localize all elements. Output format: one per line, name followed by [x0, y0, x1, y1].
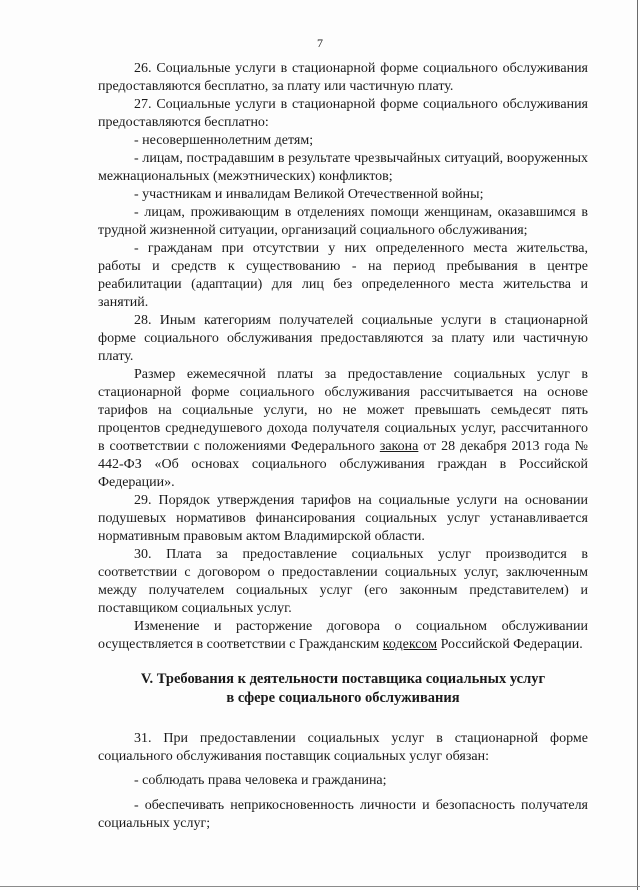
list-item: - обеспечивать неприкосновенность личности и безопасность получателя социальных услуг;: [98, 798, 588, 831]
paragraph-30: 30. Плата за предоставление социальных услуг производится в соответствии с договором о предоставлении социальных услуг, заключенным между получателем социальных услуг (его законным представителем) и поставщиком социальных услуг.: [98, 547, 588, 616]
paragraph-28: 28. Иным категориям получателей социальные услуги в стационарной форме социального обслуживания предоставляются за плату или частичную плату.: [98, 313, 588, 364]
federal-law-link[interactable]: закона: [379, 439, 419, 454]
paragraph-26: 26. Социальные услуги в стационарной форме социального обслуживания предоставляются бесплатно, за плату или частичную плату.: [98, 61, 588, 94]
section-heading-line-1: V. Требования к деятельности поставщика социальных услуг: [140, 671, 546, 687]
section-heading: [98, 670, 588, 708]
list-item: - соблюдать права человека и гражданина;: [134, 773, 387, 788]
paragraph-30-contract: [98, 618, 588, 654]
document-body: [98, 60, 588, 833]
list-item: - гражданам при отсутствии у них определенного места жительства, работы и средств к существованию - на период пребывания в центре реабилитации (адаптации) для лиц без определенного места жительства и занятий.: [98, 241, 588, 310]
page-edge-bottom: [0, 886, 640, 887]
page-number: 7: [317, 36, 323, 50]
paragraph-text: Размер ежемесячной платы за предоставление социальных услуг в стационарной форме социального обслуживания рассчитывается на основе тарифов на социальные услуги, но не может превышать семьдесят пять процентов среднедушевого дохода получателя социальных услуг, рассчитанного в соответствии с положениями Федерального: [98, 367, 588, 454]
paragraph-28-fee: [98, 366, 588, 492]
list-item: - несовершеннолетним детям;: [134, 133, 314, 148]
paragraph-text: от 28 декабря 2013 года № 442-ФЗ «Об основах социального обслуживания граждан в Российской Федерации».: [98, 439, 588, 490]
paragraph-text: Российской Федерации.: [437, 637, 583, 652]
page-edge-right: [637, 0, 638, 890]
paragraph-27: 27. Социальные услуги в стационарной форме социального обслуживания предоставляются бесплатно:: [98, 97, 588, 130]
civil-code-link[interactable]: кодексом: [382, 637, 438, 652]
paragraph-31: 31. При предоставлении социальных услуг в стационарной форме социального обслуживания поставщик социальных услуг обязан:: [98, 731, 588, 764]
section-heading-line-2: в сфере социального обслуживания: [226, 690, 460, 706]
paragraph-text: Изменение и расторжение договора о социальном обслуживании осуществляется в соответствии с Гражданским: [98, 619, 588, 652]
list-item: - лицам, пострадавшим в результате чрезвычайных ситуаций, вооруженных межнациональных (межэтнических) конфликтов;: [98, 151, 588, 184]
paragraph-29: 29. Порядок утверждения тарифов на социальные услуги на основании подушевых нормативов финансирования социальных услуг устанавливается нормативным правовым актом Владимирской области.: [98, 493, 588, 544]
list-item: - участникам и инвалидам Великой Отечественной войны;: [134, 187, 484, 202]
list-item: - лицам, проживающим в отделениях помощи женщинам, оказавшимся в трудной жизненной ситуации, организаций социального обслуживания;: [98, 205, 588, 238]
